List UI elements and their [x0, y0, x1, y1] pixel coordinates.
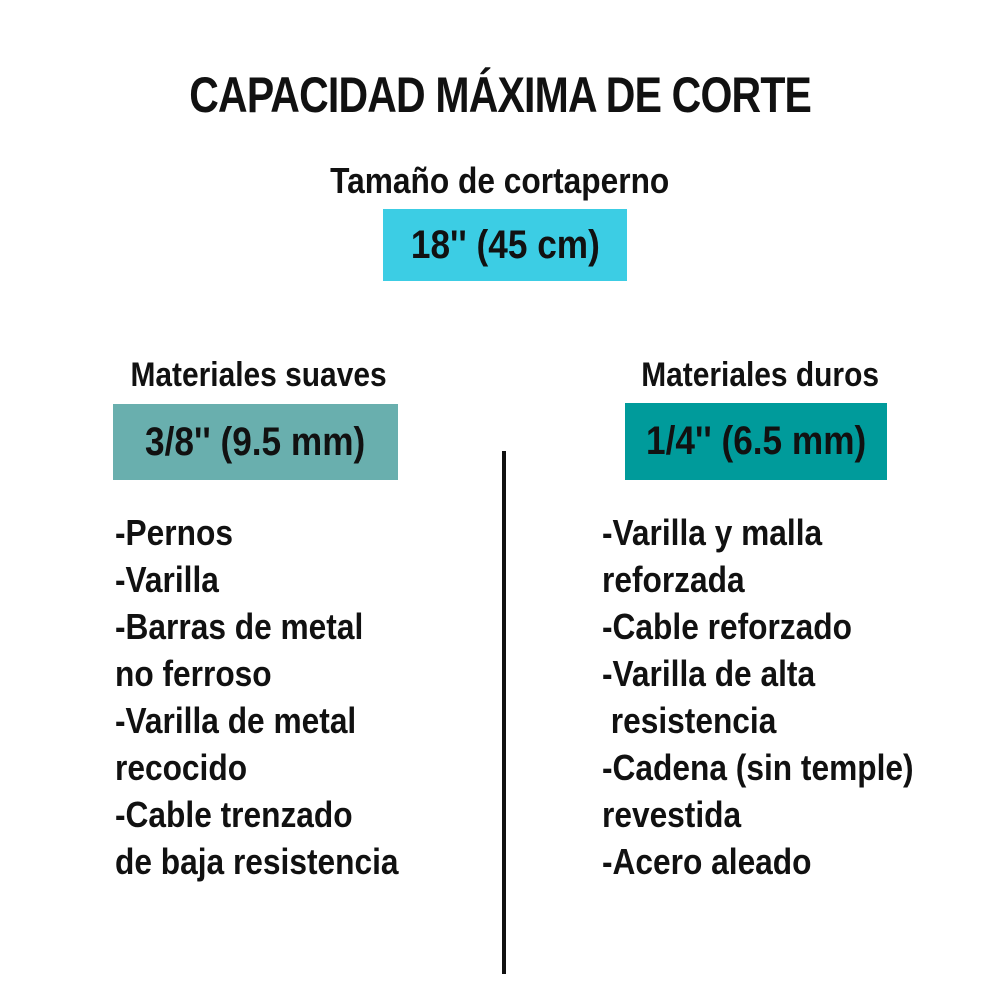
page-title: [0, 66, 1000, 124]
soft-material-line: -Cable trenzado: [115, 794, 353, 835]
page-title-text: CAPACIDAD MÁXIMA DE CORTE: [189, 67, 811, 123]
soft-materials-heading: [113, 356, 398, 395]
soft-material-line: recocido: [115, 747, 248, 788]
hard-material-line: resistencia: [602, 700, 777, 741]
hard-material-line: revestida: [602, 794, 742, 835]
subtitle-text: Tamaño de cortaperno: [330, 160, 670, 201]
hard-capacity-badge: [625, 403, 887, 480]
soft-material-line: -Barras de metal: [115, 606, 364, 647]
column-divider: [502, 451, 506, 974]
subtitle: [0, 160, 1000, 202]
soft-material-line: -Pernos: [115, 512, 233, 553]
cutter-size-badge: [383, 209, 627, 281]
soft-capacity-badge: [113, 404, 398, 480]
hard-material-line: -Acero aleado: [602, 841, 812, 882]
hard-capacity-badge-label: 1/4'' (6.5 mm): [645, 419, 867, 463]
soft-material-line: no ferroso: [115, 653, 272, 694]
hard-material-line: -Varilla y malla: [602, 512, 823, 553]
hard-material-line: -Varilla de alta: [602, 653, 816, 694]
hard-materials-list: [602, 509, 982, 885]
hard-material-line: -Cadena (sin temple): [602, 747, 914, 788]
hard-materials-heading-text: Materiales duros: [641, 356, 880, 394]
soft-materials-list: [115, 509, 495, 885]
hard-material-line: -Cable reforzado: [602, 606, 852, 647]
hard-material-line: reforzada: [602, 559, 745, 600]
soft-material-line: -Varilla de metal: [115, 700, 357, 741]
cutter-size-badge-label: 18'' (45 cm): [410, 223, 600, 267]
soft-capacity-badge-label: 3/8'' (9.5 mm): [145, 420, 366, 464]
soft-material-line: de baja resistencia: [115, 841, 399, 882]
soft-material-line: -Varilla: [115, 559, 219, 600]
hard-materials-heading: [625, 356, 887, 395]
soft-materials-heading-text: Materiales suaves: [130, 356, 387, 394]
